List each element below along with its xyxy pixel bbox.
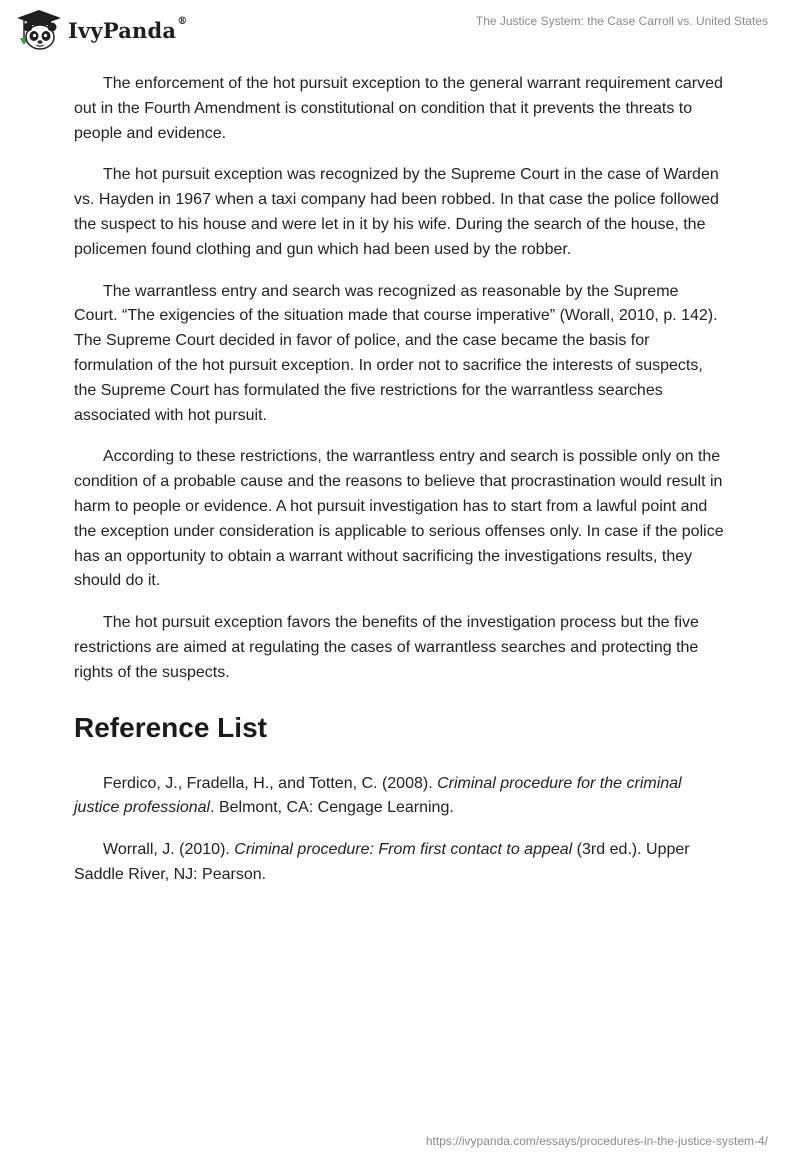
reference-item-2: Worrall, J. (2010). Criminal procedure: From first contact to appeal (3rd ed.). Upper Saddle River, NJ: Pearson.	[74, 841, 690, 883]
body-paragraph-5: The hot pursuit exception favors the benefits of the investigation process but the five restrictions are aimed at regulating the cases of warrantless searches and protecting the rights of the suspects.	[74, 614, 699, 681]
source-url[interactable]: https://ivypanda.com/essays/procedures-in-the-justice-system-4/	[425, 1134, 768, 1148]
page-header	[0, 0, 800, 60]
reference-list-heading: Reference List	[74, 711, 267, 743]
panda-graduate-icon	[14, 8, 64, 52]
reference-title-1: Criminal procedure for the criminal justice professional	[74, 774, 682, 817]
reference-title-2: Criminal procedure: From first contact to appeal	[234, 841, 573, 859]
brand-logo[interactable]	[14, 8, 187, 52]
body-paragraph-4: According to these restrictions, the warrantless entry and search is possible only on the condition of a probable cause and the reasons to believe that procrastination would result in harm to people or evidence. A hot pursuit investigation has to start from a lawful point and the exception under consideration is applicable to serious offenses only. In case if the police has an opportunity to obtain a warrant without sacrificing the investigations results, they should do it.	[74, 448, 724, 590]
body-paragraph-3: The warrantless entry and search was recognized as reasonable by the Supreme Court. “The exigencies of the situation made that course imperative” (Worall, 2010, p. 142). The Supreme Court decided in favor of police, and the case became the basis for formulation of the hot pursuit exception. In order not to sacrifice the interests of suspects, the Supreme Court has formulated the five restrictions for the warrantless searches associated with hot pursuit.	[74, 282, 718, 424]
body-paragraph-1: The enforcement of the hot pursuit exception to the general warrant requirement carved out in the Fourth Amendment is constitutional on condition that it prevents the threats to people and evidence.	[74, 75, 723, 142]
reference-item-1: Ferdico, J., Fradella, H., and Totten, C. (2008). Criminal procedure for the criminal justice professional. Belmont, CA: Cengage Learning.	[74, 774, 682, 817]
document-title: The Justice System: the Case Carroll vs. United States	[475, 14, 768, 28]
essay-content	[74, 72, 724, 905]
body-paragraph-2: The hot pursuit exception was recognized by the Supreme Court in the case of Warden vs. Hayden in 1967 when a taxi company had been robbed. In that case the police followed the suspect to his house and were let in it by his wife. During the search of the house, the policemen found clothing and gun which had been used by the robber.	[74, 166, 719, 258]
brand-name: IvyPanda®	[68, 15, 188, 43]
